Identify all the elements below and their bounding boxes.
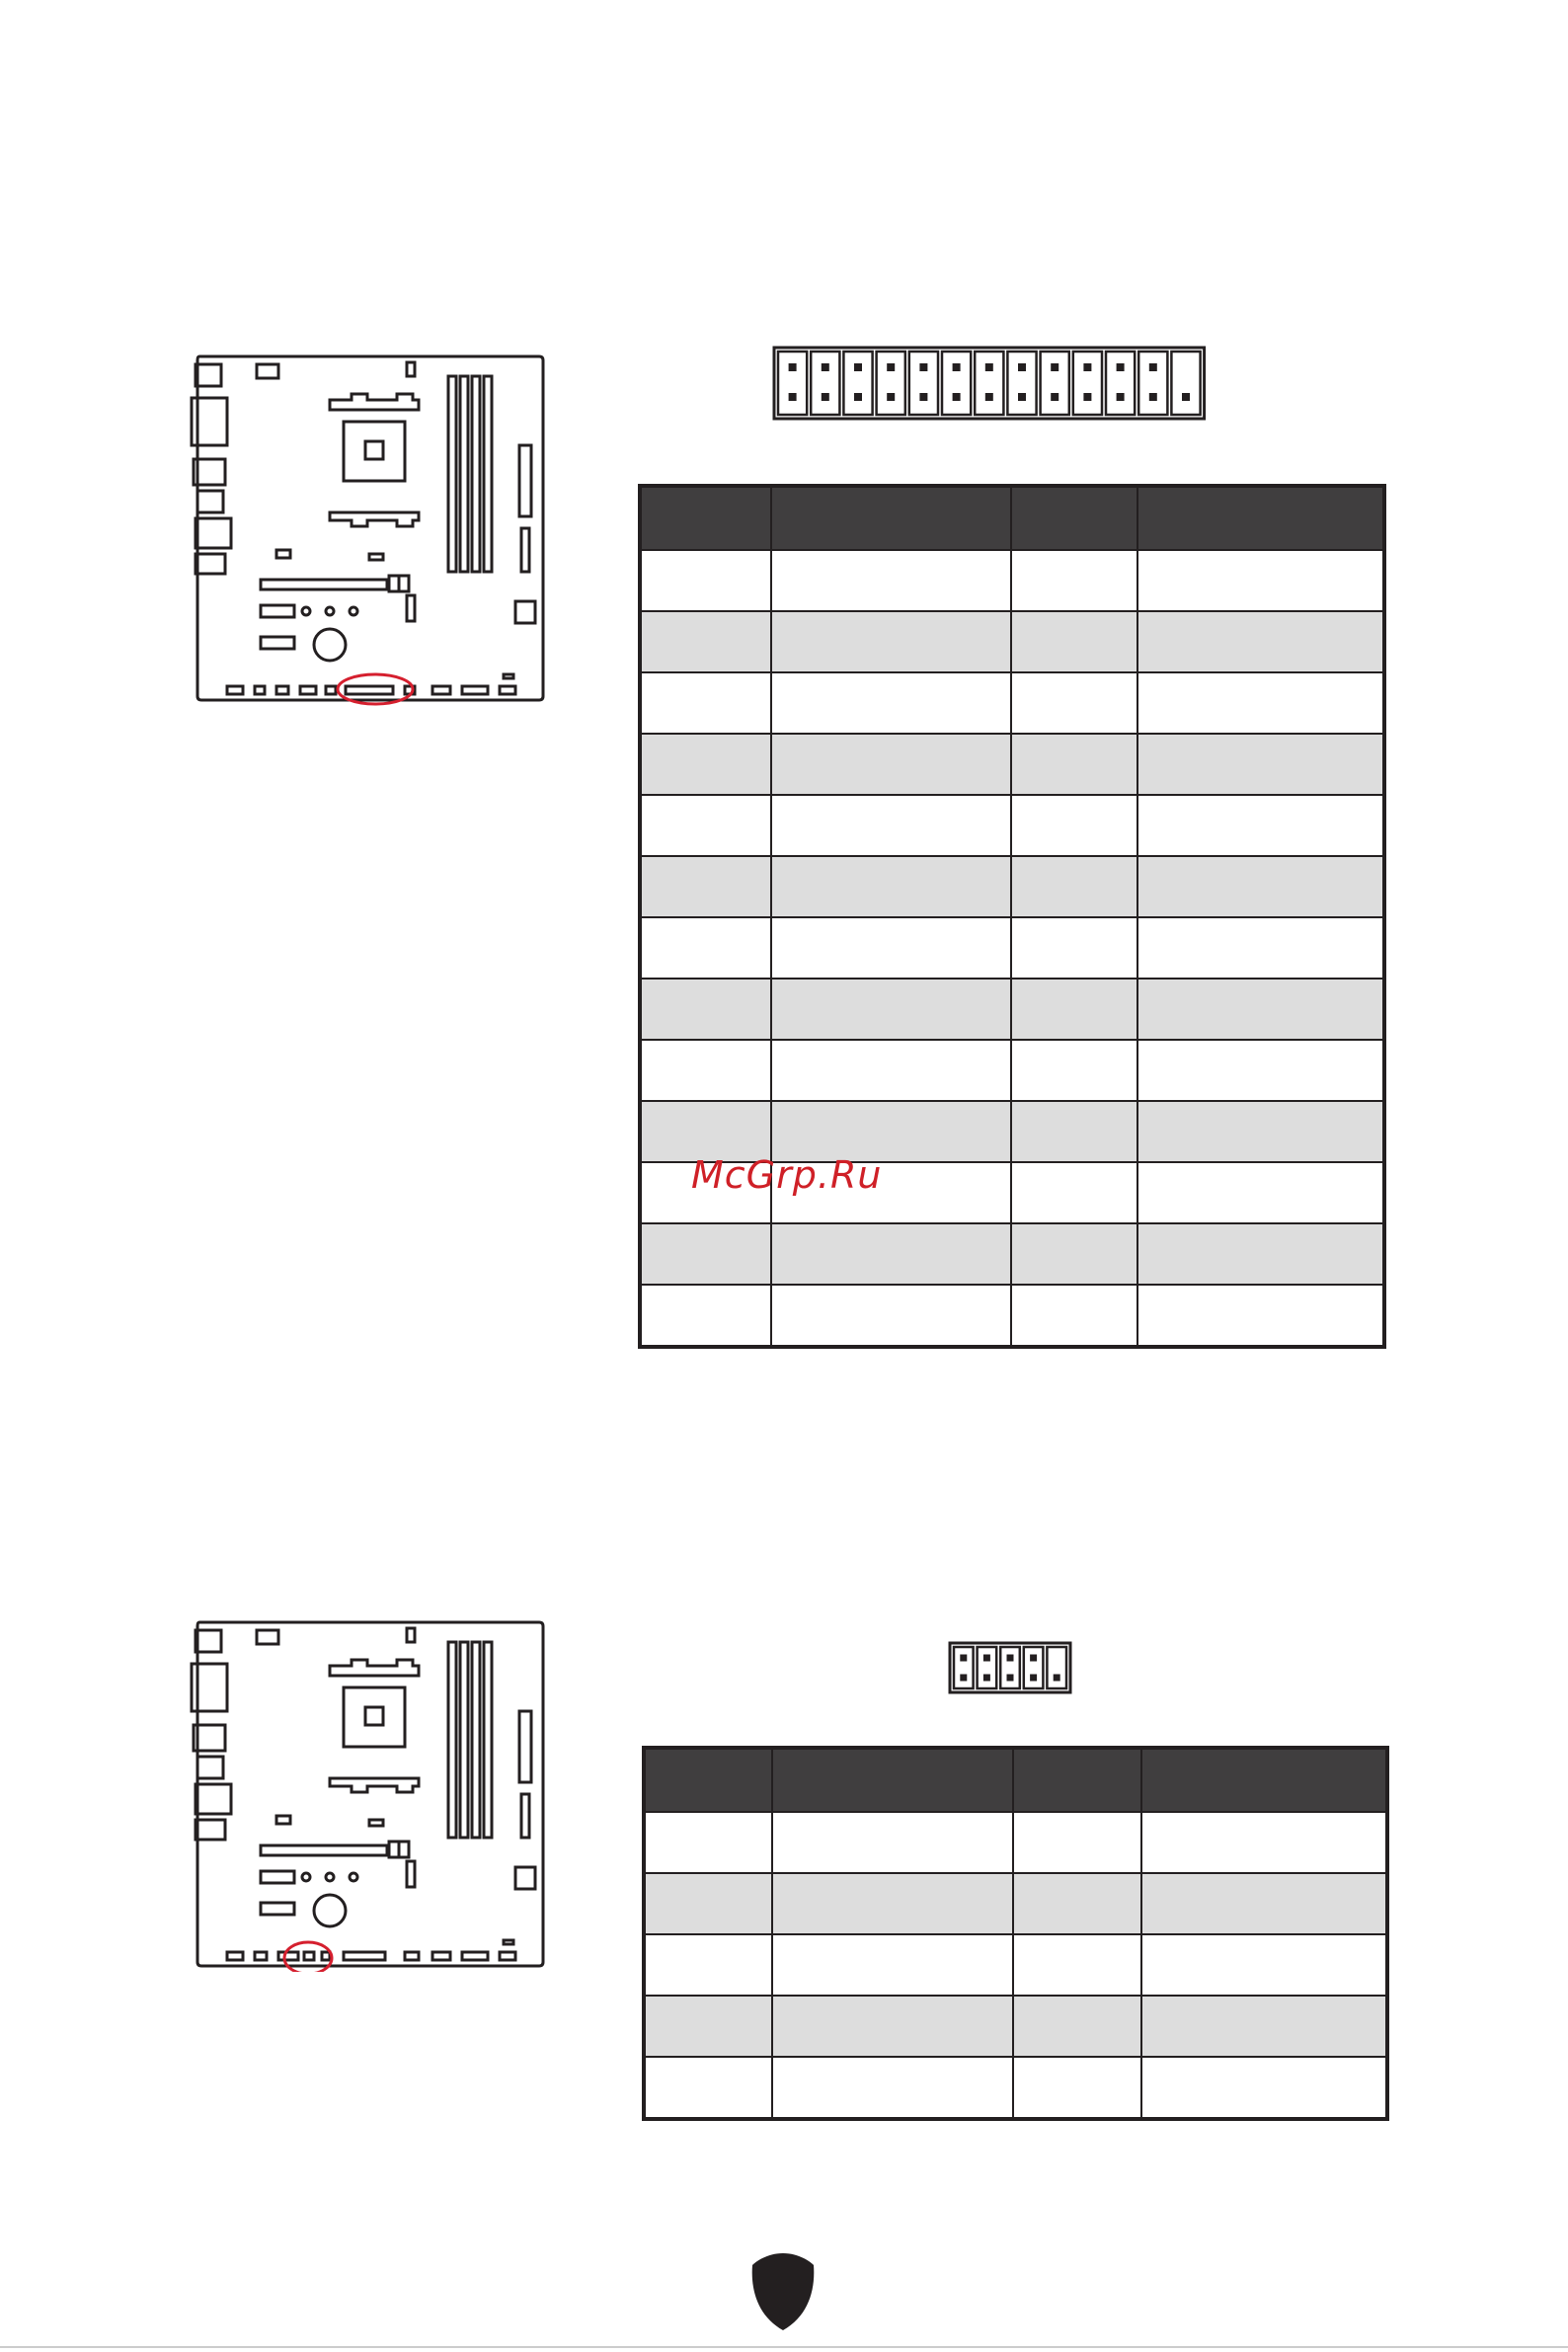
top-table-cell <box>1137 1285 1384 1347</box>
bottom-table-header-cell <box>1013 1748 1141 1812</box>
top-header-pin-slot <box>843 352 872 415</box>
bottom-table-cell <box>644 1812 772 1873</box>
top-table-cell <box>771 550 1011 611</box>
bottom-header-pin-slot <box>1047 1647 1066 1688</box>
bottom-table-cell <box>644 2057 772 2119</box>
msi-shield-icon <box>748 2251 818 2332</box>
top-table-cell <box>1137 734 1384 795</box>
top-header-pin <box>985 363 993 371</box>
bottom-table-cell <box>644 1996 772 2057</box>
bottom-table-cell <box>1141 2057 1387 2119</box>
top-header-pin <box>953 393 961 401</box>
table-row <box>644 1934 1387 1996</box>
table-row <box>644 1873 1387 1934</box>
table-row <box>640 917 1384 979</box>
top-table-cell <box>1011 856 1137 917</box>
bottom-header-pin-slot <box>978 1647 997 1688</box>
bottom-table-cell <box>1013 1934 1141 1996</box>
top-header-pin-slot <box>942 352 971 415</box>
top-table-cell <box>771 1223 1011 1285</box>
bottom-header-pin <box>960 1675 967 1682</box>
top-header-pin <box>1051 393 1058 401</box>
top-table-header-row <box>640 486 1384 550</box>
top-header-pin-slot <box>1171 352 1200 415</box>
bottom-table-cell <box>1141 1812 1387 1873</box>
top-table-cell <box>1011 1162 1137 1223</box>
top-table-cell <box>1011 1101 1137 1162</box>
top-header-pin-slot <box>1073 352 1102 415</box>
top-table-cell <box>1011 979 1137 1040</box>
top-table-cell <box>771 1040 1011 1101</box>
top-header-pin <box>1083 363 1091 371</box>
top-header-pin-slot <box>909 352 938 415</box>
top-table-cell <box>640 611 771 672</box>
top-table-cell <box>640 1223 771 1285</box>
bottom-table-cell <box>1141 1873 1387 1934</box>
bottom-header-pin <box>1054 1675 1060 1682</box>
top-table-cell <box>1137 1223 1384 1285</box>
table-row <box>640 672 1384 734</box>
top-table-cell <box>1011 734 1137 795</box>
motherboard-diagram-bottom <box>188 1616 553 1972</box>
bottom-table-cell <box>772 1934 1013 1996</box>
top-table-cell <box>771 734 1011 795</box>
top-header-pin-slot <box>1138 352 1167 415</box>
bottom-header-pin <box>1030 1655 1037 1662</box>
table-row <box>644 2057 1387 2119</box>
bottom-table-cell <box>1141 1996 1387 2057</box>
bottom-header-housing <box>950 1643 1070 1692</box>
top-header-pin-slot <box>811 352 839 415</box>
top-table-cell <box>640 979 771 1040</box>
bottom-header-pin-slot <box>954 1647 974 1688</box>
top-table-cell <box>640 1040 771 1101</box>
watermark-text: McGrp.Ru <box>691 1153 883 1197</box>
table-row <box>640 856 1384 917</box>
top-table-cell <box>1011 672 1137 734</box>
bottom-table-cell <box>772 1873 1013 1934</box>
top-table-header-cell <box>1137 486 1384 550</box>
top-header-pin <box>985 393 993 401</box>
top-header-pin <box>1149 393 1157 401</box>
table-row <box>640 611 1384 672</box>
bottom-table-cell <box>1141 1934 1387 1996</box>
top-table-header-cell <box>640 486 771 550</box>
top-header-pin <box>854 363 862 371</box>
top-table-cell <box>640 1285 771 1347</box>
pinout-table-top <box>638 484 1386 1349</box>
top-table-cell <box>771 1285 1011 1347</box>
top-table-cell <box>771 917 1011 979</box>
top-header-pin-slot <box>1007 352 1036 415</box>
top-header-pin <box>919 363 927 371</box>
top-header-pin <box>887 363 895 371</box>
bottom-table-cell <box>1013 1996 1141 2057</box>
bottom-header-pin <box>1007 1675 1014 1682</box>
top-header-pin <box>822 393 829 401</box>
table-row <box>640 1285 1384 1347</box>
top-header-pin <box>1051 363 1058 371</box>
bottom-header-pin <box>983 1675 990 1682</box>
table-row <box>640 795 1384 856</box>
top-table-cell <box>640 734 771 795</box>
table-row <box>640 979 1384 1040</box>
top-table-cell <box>1011 917 1137 979</box>
pin-header-diagram-top <box>772 346 1211 421</box>
top-header-pin <box>789 363 797 371</box>
top-table-cell <box>1137 1040 1384 1101</box>
bottom-table-cell <box>772 1996 1013 2057</box>
pinout-table-bottom <box>642 1746 1389 2121</box>
page-bottom-rule <box>0 2346 1568 2348</box>
top-table-cell <box>1137 979 1384 1040</box>
table-row <box>640 1223 1384 1285</box>
top-header-pin <box>887 393 895 401</box>
top-header-pin <box>822 363 829 371</box>
bottom-table-cell <box>1013 1812 1141 1873</box>
bottom-header-pin <box>983 1655 990 1662</box>
top-table-cell <box>640 795 771 856</box>
bottom-header-pin <box>1007 1655 1014 1662</box>
top-header-pin <box>854 393 862 401</box>
top-header-pin-slot <box>877 352 905 415</box>
bottom-table-cell <box>1013 1873 1141 1934</box>
top-table-cell <box>771 672 1011 734</box>
top-header-pin <box>1018 363 1026 371</box>
top-header-pin-slot <box>975 352 1003 415</box>
top-header-pin-slot <box>1106 352 1135 415</box>
bottom-table-header-cell <box>644 1748 772 1812</box>
top-table-cell <box>771 856 1011 917</box>
table-row <box>640 1040 1384 1101</box>
top-table-cell <box>1011 550 1137 611</box>
top-table-cell <box>1011 611 1137 672</box>
top-table-cell <box>771 611 1011 672</box>
top-table-header-cell <box>771 486 1011 550</box>
top-table-cell <box>1137 672 1384 734</box>
top-table-header-cell <box>1011 486 1137 550</box>
top-header-pin <box>1018 393 1026 401</box>
top-table-cell <box>640 672 771 734</box>
top-header-pin-slot <box>1041 352 1069 415</box>
bottom-table-cell <box>772 2057 1013 2119</box>
bottom-table-cell <box>644 1934 772 1996</box>
top-table-cell <box>1137 917 1384 979</box>
top-table-cell <box>1137 550 1384 611</box>
top-header-pin <box>1083 393 1091 401</box>
top-table-cell <box>1137 1162 1384 1223</box>
top-table-cell <box>1011 795 1137 856</box>
bottom-header-pin-slot <box>1000 1647 1020 1688</box>
top-table-cell <box>771 979 1011 1040</box>
top-table-cell <box>640 917 771 979</box>
top-table-cell <box>1137 856 1384 917</box>
top-header-pin <box>1117 363 1125 371</box>
bottom-header-pin-slot <box>1024 1647 1044 1688</box>
table-row <box>640 550 1384 611</box>
top-table-cell <box>771 795 1011 856</box>
top-header-pin-slot <box>778 352 807 415</box>
bottom-table-header-cell <box>1141 1748 1387 1812</box>
top-header-pin <box>1117 393 1125 401</box>
pin-header-diagram-bottom <box>948 1641 1072 1694</box>
table-row <box>644 1996 1387 2057</box>
motherboard-diagram-top <box>188 351 553 706</box>
bottom-table-cell <box>644 1873 772 1934</box>
bottom-table-cell <box>772 1812 1013 1873</box>
table-row <box>640 734 1384 795</box>
table-row <box>644 1812 1387 1873</box>
bottom-table-cell <box>1013 2057 1141 2119</box>
top-header-pin <box>953 363 961 371</box>
bottom-table-header-cell <box>772 1748 1013 1812</box>
top-table-cell <box>1137 1101 1384 1162</box>
top-header-pin <box>919 393 927 401</box>
top-header-pin <box>1182 393 1190 401</box>
top-header-pin <box>1149 363 1157 371</box>
top-table-cell <box>640 856 771 917</box>
top-table-cell <box>640 550 771 611</box>
bottom-table-header-row <box>644 1748 1387 1812</box>
top-table-cell <box>1137 795 1384 856</box>
top-table-cell <box>1137 611 1384 672</box>
top-header-pin <box>789 393 797 401</box>
top-table-cell <box>1011 1223 1137 1285</box>
top-table-cell <box>1011 1040 1137 1101</box>
top-table-cell <box>1011 1285 1137 1347</box>
bottom-header-pin <box>960 1655 967 1662</box>
bottom-header-pin <box>1030 1675 1037 1682</box>
